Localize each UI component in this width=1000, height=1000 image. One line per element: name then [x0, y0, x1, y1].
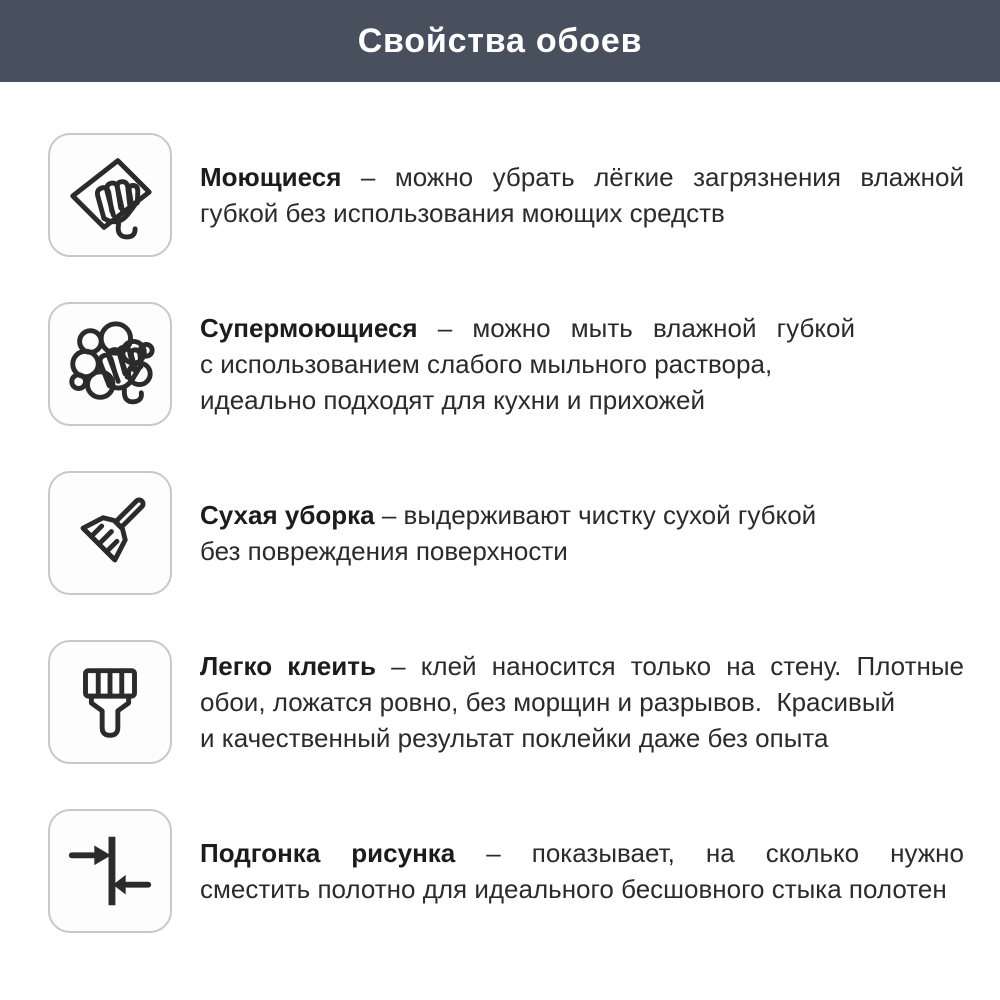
feature-line: Подгонка рисунка – показывает, на сколько нужно — [200, 838, 964, 868]
feature-text — [200, 310, 964, 418]
feature-line: обои, ложатся ровно, без морщин и разрывов. Красивый — [200, 687, 896, 717]
feature-text — [200, 648, 964, 756]
broom-icon — [48, 471, 172, 595]
feature-line: без повреждения поверхности — [200, 536, 568, 566]
page-title: Свойства обоев — [357, 21, 643, 60]
feature-row — [48, 809, 964, 933]
feature-line: с использованием слабого мыльного раствора, — [200, 349, 773, 379]
feature-row — [48, 302, 964, 426]
feature-row — [48, 640, 964, 764]
feature-row — [48, 471, 964, 595]
feature-line: Сухая уборка – выдерживают чистку сухой губкой — [200, 500, 817, 530]
feature-term: Легко клеить — [200, 651, 376, 681]
feature-text — [200, 159, 964, 231]
paintbrush-icon — [48, 640, 172, 764]
features-list — [0, 82, 1000, 933]
feature-line: Моющиеся – можно убрать лёгкие загрязнения влажной — [200, 162, 964, 192]
feature-term: Супермоющиеся — [200, 313, 418, 343]
pattern-match-icon — [48, 809, 172, 933]
wipe-hand-icon — [48, 133, 172, 257]
feature-term: Сухая уборка — [200, 500, 375, 530]
feature-line: идеально подходят для кухни и прихожей — [200, 385, 705, 415]
header-bar — [0, 0, 1000, 82]
feature-row — [48, 133, 964, 257]
feature-line: Легко клеить – клей наносится только на стену. Плотные — [200, 651, 964, 681]
feature-line: Супермоющиеся – можно мыть влажной губкой — [200, 313, 855, 343]
feature-line: сместить полотно для идеального бесшовного стыка полотен — [200, 874, 947, 904]
feature-line: и качественный результат поклейки даже без опыта — [200, 723, 829, 753]
feature-text — [200, 835, 964, 907]
soap-hand-icon — [48, 302, 172, 426]
feature-text — [200, 497, 964, 569]
feature-term: Моющиеся — [200, 162, 342, 192]
feature-term: Подгонка рисунка — [200, 838, 456, 868]
feature-line: губкой без использования моющих средств — [200, 198, 725, 228]
